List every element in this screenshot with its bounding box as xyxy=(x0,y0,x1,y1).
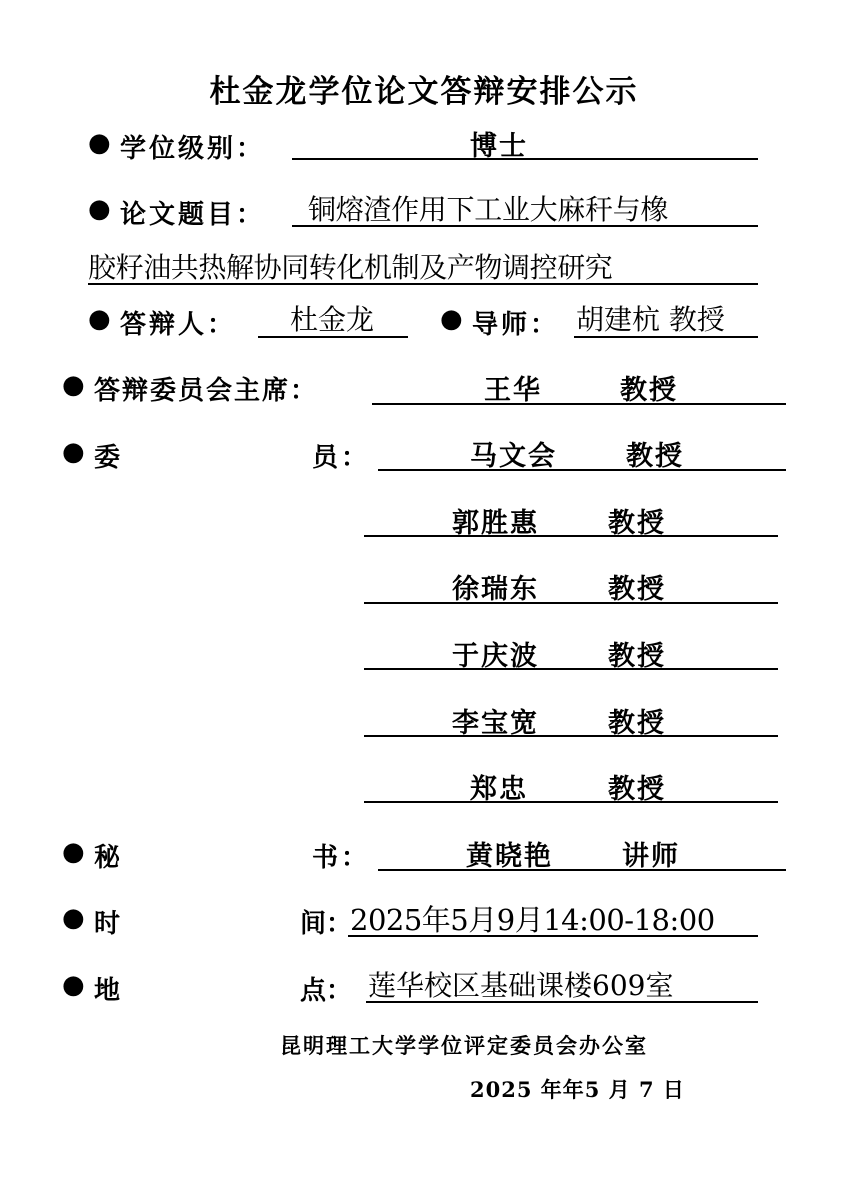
time-label-b: 间： xyxy=(300,909,353,939)
defender-label: 答辩人： xyxy=(120,310,237,340)
thesis-underline-2 xyxy=(88,283,758,285)
chair-name: 王华 xyxy=(484,375,542,406)
thesis-title-line1: 铜熔渣作用下工业大麻秆与橡 xyxy=(308,193,669,226)
member-name: 郭胜惠 xyxy=(452,508,539,539)
secretary-underline xyxy=(378,869,786,871)
advisor-underline xyxy=(574,336,758,338)
member-name: 郑忠 xyxy=(470,774,528,805)
chair-underline xyxy=(372,403,786,405)
chair-label: 答辩委员会主席： xyxy=(94,376,319,406)
member-name: 于庆波 xyxy=(452,641,539,672)
bullet-icon: ● xyxy=(62,970,85,1000)
bullet-icon: ● xyxy=(62,437,85,467)
bullet-icon: ● xyxy=(88,194,111,224)
member-name: 马文会 xyxy=(470,441,557,472)
secretary-title: 讲师 xyxy=(622,841,680,872)
degree-label: 学位级别： xyxy=(120,134,266,164)
member-name: 徐瑞东 xyxy=(452,574,539,605)
secretary-label-a: 秘 xyxy=(94,843,124,873)
member-underline xyxy=(364,735,778,737)
place-label-b: 点： xyxy=(300,976,353,1006)
member-title: 教授 xyxy=(608,774,666,805)
secretary-name: 黄晓艳 xyxy=(466,841,553,872)
issue-date: 2025 年年5 月 7 日 xyxy=(470,1077,685,1102)
member-title: 教授 xyxy=(626,441,684,472)
members-label-b: 员： xyxy=(312,443,371,473)
member-title: 教授 xyxy=(608,641,666,672)
place-underline xyxy=(366,1001,758,1003)
time-value: 2025年5月9月14:00-18:00 xyxy=(350,903,715,937)
secretary-label-b: 书： xyxy=(312,843,371,873)
degree-value: 博士 xyxy=(470,131,528,162)
defender-underline xyxy=(258,336,408,338)
place-value: 莲华校区基础课楼609室 xyxy=(368,969,674,1002)
issuing-office: 昆明理工大学学位评定委员会办公室 xyxy=(280,1033,648,1058)
time-underline xyxy=(348,935,758,937)
member-underline xyxy=(364,801,778,803)
bullet-icon: ● xyxy=(440,304,463,334)
member-title: 教授 xyxy=(608,708,666,739)
member-underline xyxy=(364,668,778,670)
bullet-icon: ● xyxy=(62,837,85,867)
thesis-title-line2: 胶籽油共热解协同转化机制及产物调控研究 xyxy=(88,251,613,284)
thesis-label: 论文题目： xyxy=(120,200,266,230)
member-name: 李宝宽 xyxy=(452,708,539,739)
member-title: 教授 xyxy=(608,574,666,605)
chair-title: 教授 xyxy=(620,375,678,406)
thesis-underline-1 xyxy=(292,225,758,227)
bullet-icon: ● xyxy=(62,903,85,933)
place-label-a: 地 xyxy=(94,976,124,1006)
page-title: 杜金龙学位论文答辩安排公示 xyxy=(209,74,639,110)
advisor-name: 胡建杭 教授 xyxy=(576,303,725,336)
member-title: 教授 xyxy=(608,508,666,539)
bullet-icon: ● xyxy=(88,128,111,158)
member-underline xyxy=(378,469,786,471)
members-label-a: 委 xyxy=(94,443,124,473)
bullet-icon: ● xyxy=(62,370,85,400)
bullet-icon: ● xyxy=(88,304,111,334)
time-label-a: 时 xyxy=(94,909,124,939)
advisor-label: 导师： xyxy=(472,310,560,340)
defender-name: 杜金龙 xyxy=(290,303,375,336)
member-underline xyxy=(364,535,778,537)
member-underline xyxy=(364,602,778,604)
